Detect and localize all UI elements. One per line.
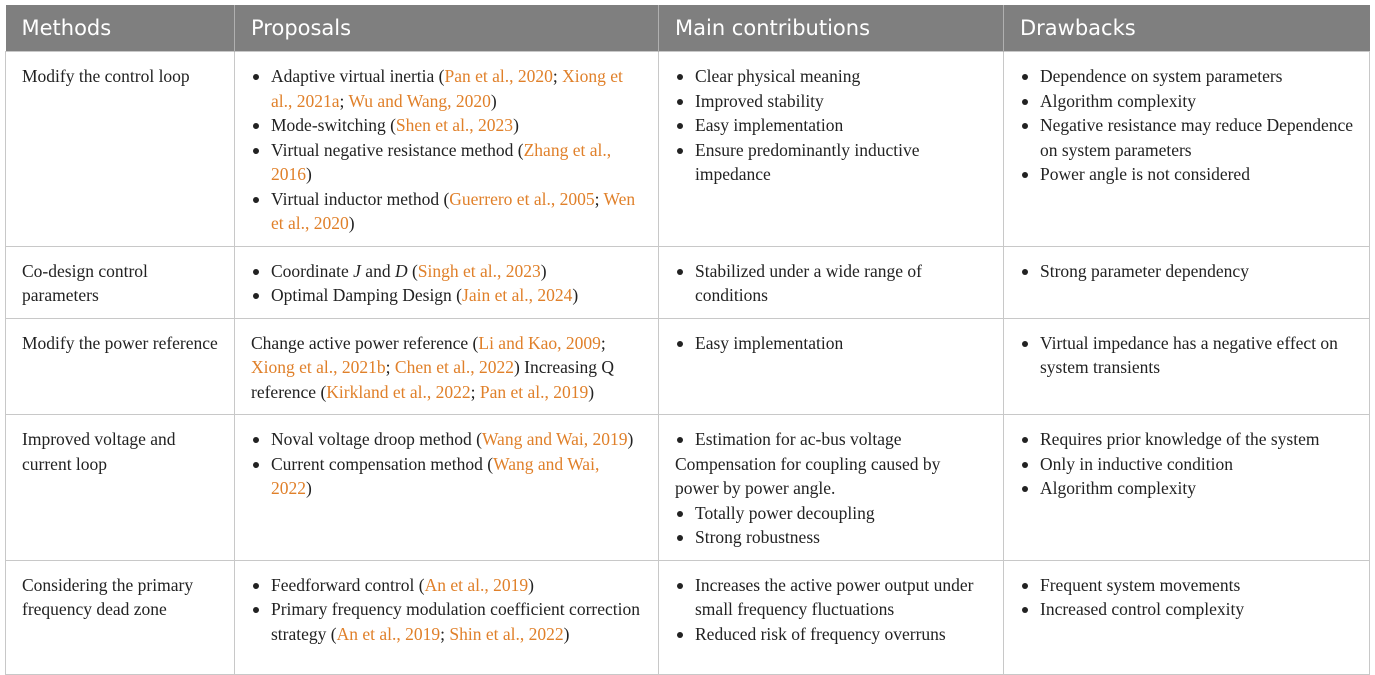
table-row — [6, 415, 1370, 561]
citation-link[interactable]: Wen et al., 2020 — [271, 188, 636, 233]
citation-link[interactable]: Kirkland et al., 2022 — [326, 381, 471, 402]
proposals-cell — [235, 246, 659, 318]
table-row — [6, 318, 1370, 415]
list-item: Mode-switching (Shen et al., 2023) — [251, 113, 642, 138]
table-row — [6, 560, 1370, 674]
table-row — [6, 52, 1370, 247]
citation-link[interactable]: Shin et al., 2022 — [449, 623, 564, 644]
list-item: Increases the active power output under small frequency fluctuations — [675, 573, 987, 622]
table-row — [6, 246, 1370, 318]
list-item: Strong parameter dependency — [1020, 259, 1353, 284]
header-proposals: Proposals — [235, 5, 659, 52]
method-cell: Modify the power reference — [6, 318, 235, 415]
list-item: Algorithm complexity — [1020, 89, 1353, 114]
citation-link[interactable]: Guerrero et al., 2005 — [449, 188, 595, 209]
citation-link[interactable]: Chen et al., 2022 — [394, 357, 514, 377]
contributions-cell — [659, 52, 1004, 247]
citation-link[interactable]: Wang and Wai, 2019 — [481, 429, 628, 449]
list-item: Ensure predominantly inductive impedance — [675, 138, 987, 187]
list-item: Optimal Damping Design (Jain et al., 2024) — [251, 283, 642, 308]
methods-comparison-table — [5, 5, 1370, 675]
citation-link[interactable]: Xiong et al., 2021b — [251, 357, 386, 377]
citation-link[interactable]: Wu and Wang, 2020 — [348, 90, 491, 111]
list-item: Noval voltage droop method (Wang and Wai, 2019) — [251, 427, 642, 452]
list-item: Totally power decoupling — [675, 501, 987, 526]
citation-link[interactable]: Pan et al., 2019 — [479, 381, 589, 402]
list-item: Algorithm complexity — [1020, 476, 1353, 501]
drawbacks-cell — [1004, 52, 1370, 247]
list-item: Increased control complexity — [1020, 597, 1353, 622]
list-item: Virtual inductor method (Guerrero et al., 2005; Wen et al., 2020) — [251, 187, 642, 236]
method-cell: Considering the primary frequency dead zone — [6, 560, 235, 674]
drawbacks-cell — [1004, 246, 1370, 318]
list-item: Feedforward control (An et al., 2019) — [251, 573, 642, 598]
citation-link[interactable]: Xiong et al., 2021a — [271, 66, 623, 111]
citation-link[interactable]: Pan et al., 2020 — [444, 66, 553, 86]
list-item: Clear physical meaning — [675, 64, 987, 89]
method-cell: Co-design control parameters — [6, 246, 235, 318]
header-drawbacks: Drawbacks — [1004, 5, 1370, 52]
list-item: Primary frequency modulation coefficient correction strategy (An et al., 2019; Shin et al., 2022) — [251, 597, 642, 646]
list-item: Strong robustness — [675, 525, 987, 550]
header-methods: Methods — [6, 5, 235, 52]
list-item: Virtual negative resistance method (Zhang et al., 2016) — [251, 138, 642, 187]
list-item: Current compensation method (Wang and Wai, 2022) — [251, 452, 642, 501]
contributions-cell — [659, 560, 1004, 674]
table-header-row — [6, 5, 1370, 52]
list-item: Stabilized under a wide range of conditions — [675, 259, 987, 308]
citation-link[interactable]: An et al., 2019 — [336, 623, 441, 644]
list-item: Coordinate J and D (Singh et al., 2023) — [251, 259, 642, 284]
list-item: Frequent system movements — [1020, 573, 1353, 598]
list-item: Estimation for ac-bus voltage — [675, 427, 987, 452]
list-item: Dependence on system parameters — [1020, 64, 1353, 89]
list-item: Requires prior knowledge of the system — [1020, 427, 1353, 452]
proposals-cell — [235, 560, 659, 674]
list-item: Power angle is not considered — [1020, 162, 1353, 187]
contribution-text: Compensation for coupling caused by power by power angle. — [675, 453, 941, 498]
citation-link[interactable]: An et al., 2019 — [424, 574, 529, 595]
method-cell: Improved voltage and current loop — [6, 415, 235, 561]
list-item: Reduced risk of frequency overruns — [675, 622, 987, 647]
drawbacks-cell — [1004, 560, 1370, 674]
citation-link[interactable]: Singh et al., 2023 — [417, 260, 541, 281]
proposal-text: Change active power reference (Li and Kao, 2009; Xiong et al., 2021b; Chen et al., 2022) Increasing Q reference (Kirkland et al., 2022; Pan et al., 2019) — [251, 332, 615, 402]
list-item: Adaptive virtual inertia (Pan et al., 2020; Xiong et al., 2021a; Wu and Wang, 2020) — [251, 64, 642, 113]
list-item: Easy implementation — [675, 113, 987, 138]
drawbacks-cell — [1004, 318, 1370, 415]
contributions-cell — [659, 318, 1004, 415]
list-item: Improved stability — [675, 89, 987, 114]
header-main-contributions: Main contributions — [659, 5, 1004, 52]
list-item: Virtual impedance has a negative effect on system transients — [1020, 331, 1353, 380]
citation-link[interactable]: Zhang et al., 2016 — [271, 139, 612, 184]
list-item: Negative resistance may reduce Dependence on system parameters — [1020, 113, 1353, 162]
list-item: Only in inductive condition — [1020, 452, 1353, 477]
list-item: Easy implementation — [675, 331, 987, 356]
method-cell: Modify the control loop — [6, 52, 235, 247]
drawbacks-cell — [1004, 415, 1370, 561]
citation-link[interactable]: Wang and Wai, 2022 — [271, 453, 600, 498]
contributions-cell — [659, 246, 1004, 318]
proposals-cell — [235, 318, 659, 415]
citation-link[interactable]: Li and Kao, 2009 — [478, 332, 601, 353]
contributions-cell — [659, 415, 1004, 561]
proposals-cell — [235, 52, 659, 247]
citation-link[interactable]: Shen et al., 2023 — [395, 115, 514, 135]
proposals-cell — [235, 415, 659, 561]
citation-link[interactable]: Jain et al., 2024 — [462, 285, 573, 305]
